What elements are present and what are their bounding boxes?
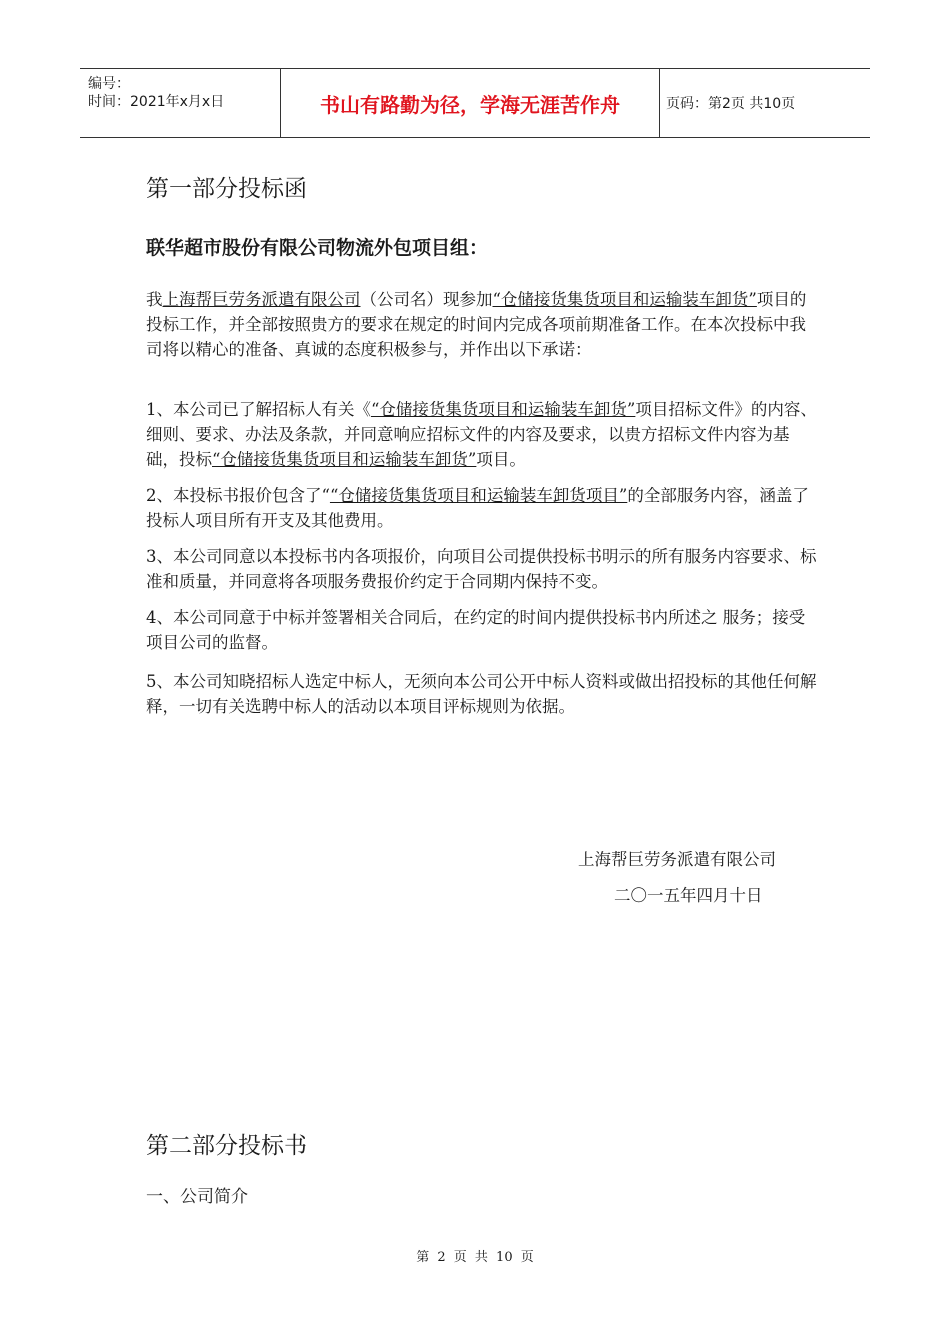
commitment-1-e: 项目。 [476, 450, 526, 469]
intro-paragraph [146, 287, 818, 362]
intro-company: 上海帮巨劳务派遣有限公司 [162, 290, 361, 309]
commitment-1 [146, 397, 818, 472]
page-footer: 第 2 页 共 10 页 [416, 1250, 534, 1265]
commitment-2-a: 2、本投标书报价包含了“ [146, 486, 330, 505]
commitment-2-project: “仓储接货集货项目和运输装车卸货项目” [329, 486, 628, 505]
part2-title: 第二部分投标书 [146, 1133, 307, 1159]
commitment-1-c: 项目招标文件》的内容、细则、要求、办法及条款，并同意响应招标文件的内容及要求，以贵方招标文件内容为基础，投标 [146, 400, 817, 469]
header-page-info: 页码：第2页 共10页 [666, 96, 796, 112]
time-label: 时间：2021年x月x日 [88, 94, 225, 110]
commitment-2 [146, 483, 818, 533]
commitment-2-c: 的全部服务内容，涵盖了投标人项目所有开支及其他费用。 [146, 486, 809, 530]
addressee: 联华超市股份有限公司物流外包项目组： [146, 237, 489, 259]
section-company-intro: 一、公司简介 [146, 1187, 248, 1207]
number-label: 编号： [88, 76, 130, 92]
commitment-4: 4、本公司同意于中标并签署相关合同后，在约定的时间内提供投标书内所述之 服务；接受项目公司的监督。 [146, 608, 806, 652]
header-meta [80, 69, 280, 137]
signature-company: 上海帮巨劳务派遣有限公司 [578, 850, 776, 869]
part1-title: 第一部分投标函 [146, 176, 307, 202]
commitment-5: 5、本公司知晓招标人选定中标人，无须向本公司公开中标人资料或做出招投标的其他任何解释，一切有关选聘中标人的活动以本项目评标规则为依据。 [146, 672, 817, 716]
commitment-1-project-2: “仓储接货集货项目和运输装车卸货” [212, 450, 477, 469]
intro-mid: （公司名）现参加 [360, 290, 493, 309]
commitment-1-project: “仓储接货集货项目和运输装车卸货” [371, 400, 636, 419]
intro-pre: 我 [146, 290, 163, 309]
intro-project: “仓储接货集货项目和运输装车卸货” [492, 290, 757, 309]
signature-date: 二〇一五年四月十日 [614, 886, 763, 905]
commitment-3: 3、本公司同意以本投标书内各项报价，向项目公司提供投标书明示的所有服务内容要求、标准和质量，并同意将各项服务费报价约定于合同期内保持不变。 [146, 547, 817, 591]
header-table [80, 68, 870, 138]
header-motto: 书山有路勤为径，学海无涯苦作舟 [280, 69, 660, 137]
commitment-1-a: 1、本公司已了解招标人有关《 [146, 400, 371, 419]
intro-post: 项目的投标工作，并全部按照贵方的要求在规定的时间内完成各项前期准备工作。在本次投标中我司将以精心的准备、真诚的态度积极参与，并作出以下承诺： [146, 290, 807, 359]
